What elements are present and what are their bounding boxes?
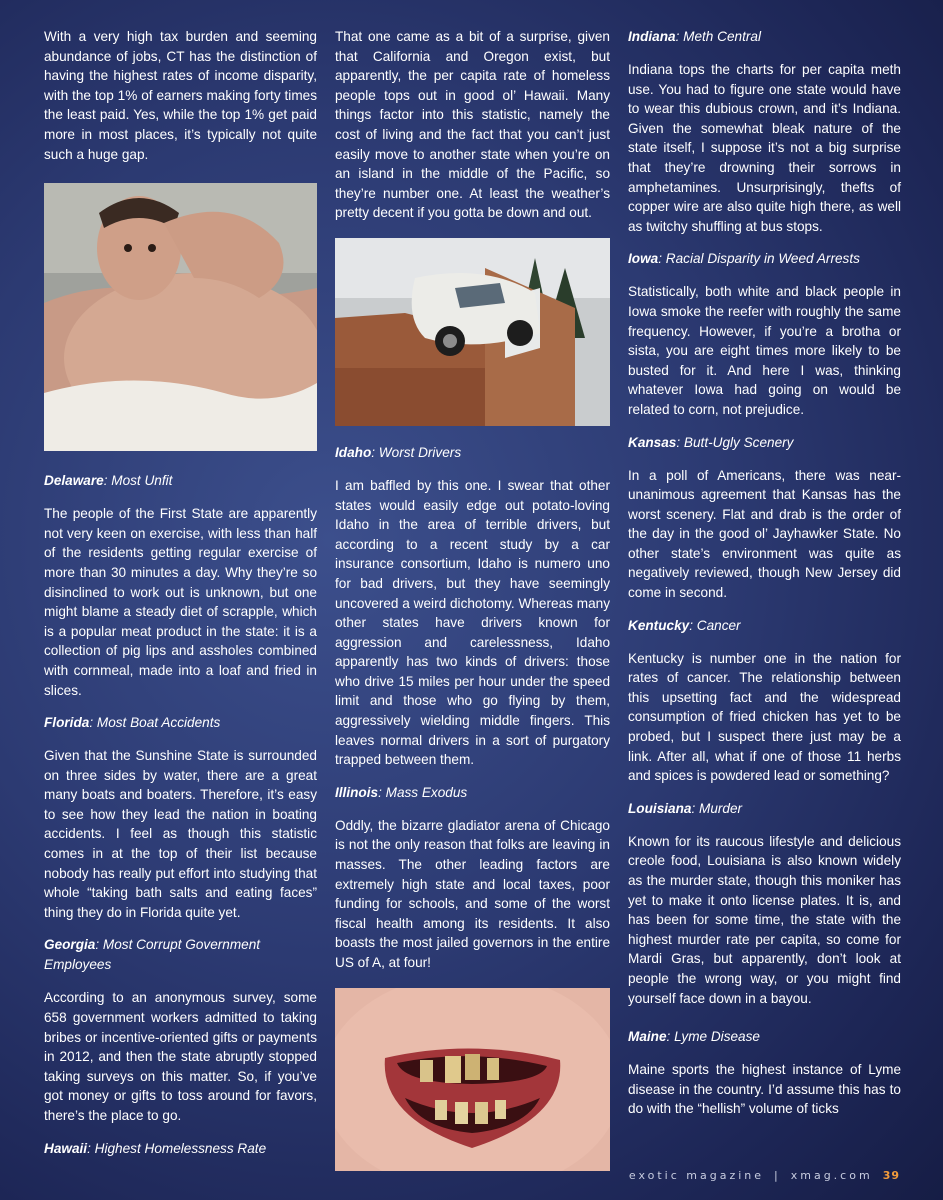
indiana-paragraph: Indiana tops the charts for per capita meth use. You had to figure one state would have to wear this dubious crown, and it’s Indiana. Given the somewhat bleak nature of the state itself, I suppose it’s not a big surprise that they’re drowning their sorrows in amphetamines. Unsurprisingly, thefts of copper wire are also quite high there, as well as twitchy shuffling at bus stops. <box>628 62 901 234</box>
car-crash-photo <box>335 238 610 426</box>
delaware-heading: Delaware: Most Unfit <box>44 473 173 489</box>
idaho-heading: Idaho: Worst Drivers <box>335 444 462 460</box>
iowa-paragraph: Statistically, both white and black people in Iowa smoke the reefer with roughly the same frequency. However, if you’re a brotha or sista, you are eight times more likely to be busted for it. And here I was, thinking whatever Iowa had going on would be related to corn, not prejudice. <box>628 284 901 417</box>
kentucky-paragraph: Kentucky is number one in the nation for rates of cancer. The relationship between this upsetting fact and the widespread consumption of fried chicken has yet to be probed, but I suspect there just may be a link. After all, what if one of those 11 herbs and spices is powdered lead or something? <box>628 650 901 784</box>
florida-paragraph: Given that the Sunshine State is surrounded on three sides by water, there are a great many boats and boaters. Therefore, it’s easy to see how they lead the nation in boating accidents. I feel as though this statistic comes in at the top of their list because nobody has really put effort into studying that whole “taking bath salts and eating faces” thing they do in Florida quite yet. <box>44 748 317 920</box>
ct-paragraph: With a very high tax burden and seeming abundance of jobs, CT has the distinction of having the highest rates of income disparity, with the top 1% of earners making forty times the least paid. Yes, while the top 1% get paid more in most places, it’s typically not quite such a huge gap. <box>44 29 317 162</box>
footer-text <box>629 1169 900 1182</box>
kentucky-heading: Kentucky: Cancer <box>628 617 741 633</box>
maine-paragraph: Maine sports the highest instance of Lyme disease in the country. I’d assume this has to do with the “hellish” volume of ticks <box>628 1062 901 1117</box>
indiana-heading: Indiana: Meth Central <box>628 29 761 44</box>
shirtless-man-photo <box>44 183 317 451</box>
column-1 <box>44 27 317 1159</box>
kansas-heading: Kansas: Butt-Ugly Scenery <box>628 434 794 450</box>
hawaii-heading: Hawaii: Highest Homelessness Rate <box>44 1140 267 1156</box>
column-3 <box>628 27 901 1119</box>
georgia-heading: Georgia: Most Corrupt Government Employees <box>44 937 261 973</box>
idaho-paragraph: I am baffled by this one. I swear that other states would easily edge out potato-loving Idaho in the area of terrible drivers, but according to a recent study by a car insurance consortium, Idaho is numero uno for bad drivers, but they have seemingly uncovered a weird dichotomy. Whereas many other states have drivers known for aggression and carelessness, Idaho apparently has two kinds of drivers: those who drive 15 miles per hour under the speed limit and those who go flying by them, aggressively wielding middle fingers. This leaves normal drivers in a sort of purgatory trapped between them. <box>335 477 610 768</box>
illinois-paragraph: Oddly, the bizarre gladiator arena of Chicago is not the only reason that folks are leaving in masses. The other leading factors are extremely high state and local taxes, poor funding for schools, and some of the worst fiscal health among its residents. It also boasts the most jailed governors in the entire US of A, at four! <box>335 817 610 970</box>
florida-heading: Florida: Most Boat Accidents <box>44 715 221 731</box>
louisiana-heading: Louisiana: Murder <box>628 800 743 816</box>
louisiana-paragraph: Known for its raucous lifestyle and delicious creole food, Louisiana is also known widely as the murder state, though this moniker has yet to make it onto license plates. It is, and has been for some time, the state with the highest murder rate per capita, so come for Mardi Gras, but apparently, don’t look at people the wrong way, or you might find yourself face down in a bayou. <box>628 833 901 1006</box>
iowa-heading: Iowa: Racial Disparity in Weed Arrests <box>628 251 860 267</box>
hawaii-paragraph: That one came as a bit of a surprise, given that California and Oregon exist, but apparently, the per capita rate of homeless people tops out in good ol’ Hawaii. Many things factor into this statistic, namely the cost of living and the fact that you can’t just easily move to another state when you’re on an island in the middle of the Pacific, so they’re number one. At least the weather’s pretty decent if you gotta be down and out. <box>335 29 610 221</box>
magazine-name: exotic magazine <box>628 1169 765 1182</box>
delaware-paragraph: The people of the First State are apparently not very keen on exercise, with less than half of the residents getting regular exercise of more than 30 minutes a day. Why they’re so disinclined to work out is unknown, but one might blame a steady diet of scrapple, which is a popular meat product in the state: it is a collection of pig lips and assholes combined with cornmeal, made into a loaf and fried in slices. <box>44 506 317 698</box>
bad-teeth-photo <box>335 988 610 1171</box>
illinois-heading: Illinois: Mass Exodus <box>335 784 468 800</box>
kansas-paragraph: In a poll of Americans, there was near-unanimous agreement that Kansas has the worst scenery. Flat and drab is the order of the day in the good ol’ Jayhawker State. No other state’s environment was quite as negatively reviewed, though New Jersey did come in second. <box>628 467 901 601</box>
page-footer <box>0 1169 943 1189</box>
georgia-paragraph: According to an anonymous survey, some 658 government workers admitted to taking bribes or incentive-oriented gifts or payments in 2012, and then the state abruptly stopped taking surveys on this matter. So, if you’ve got money or gifts to toss around for favors, there’s the place to go. <box>44 990 317 1123</box>
site-link[interactable]: xmag.com <box>790 1169 873 1182</box>
maine-heading: Maine: Lyme Disease <box>628 1029 760 1045</box>
footer-separator: | <box>774 1169 781 1182</box>
page-number: 39 <box>882 1169 900 1182</box>
column-2 <box>335 27 610 1171</box>
